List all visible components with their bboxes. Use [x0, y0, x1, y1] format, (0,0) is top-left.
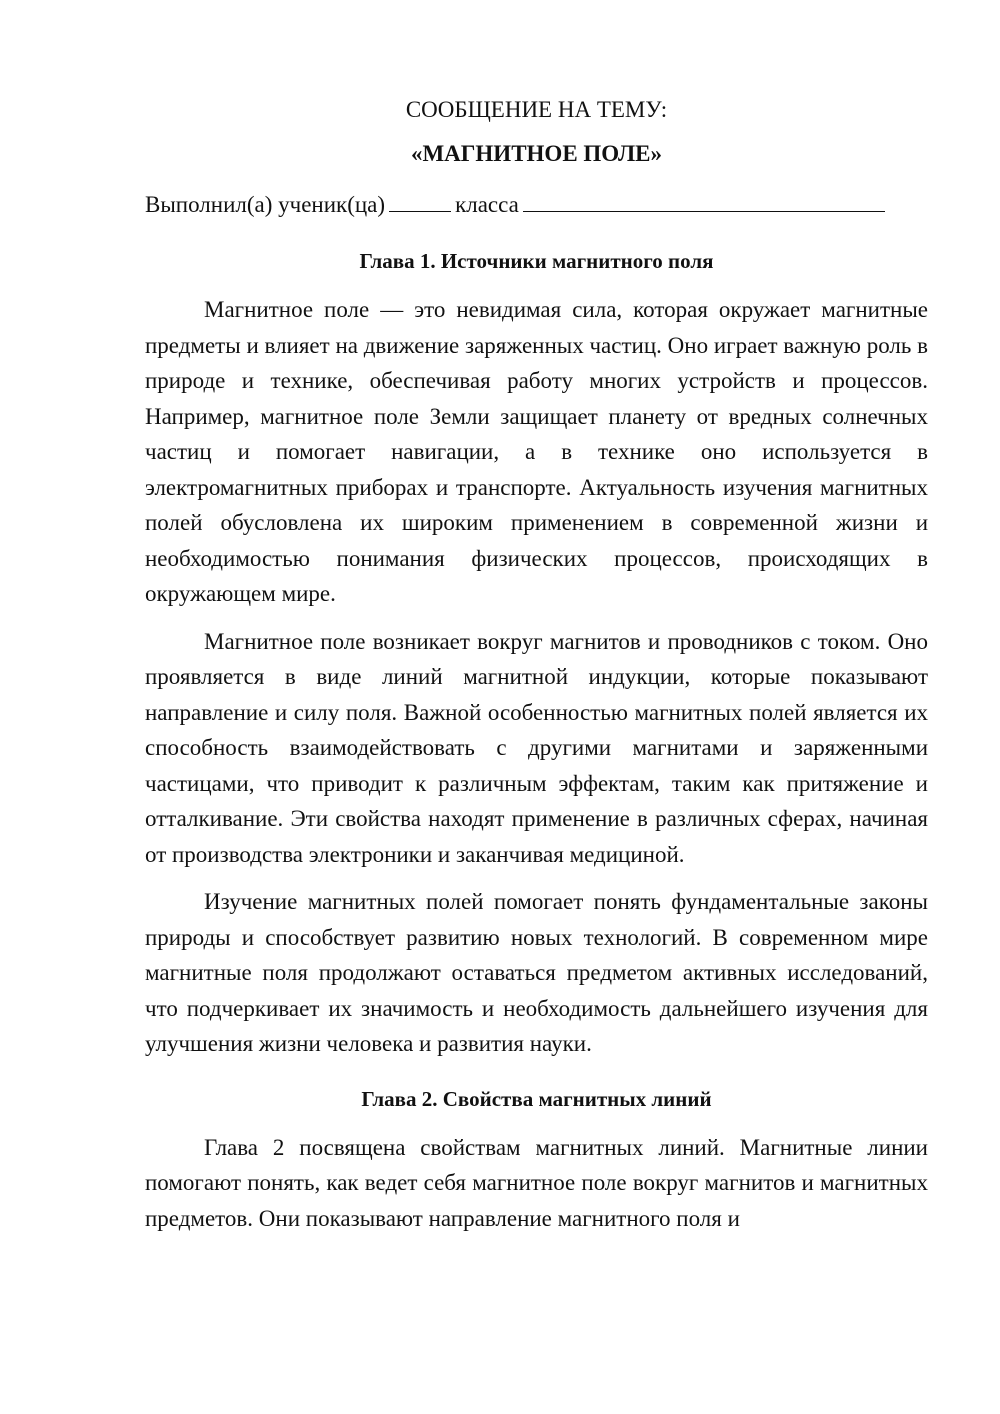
chapter-1-paragraph-3: Изучение магнитных полей помогает понять фундаментальные законы природы и способствует развитию новых технологий. В современном мире магнитные поля продолжают оставаться предметом активных исследований, что подчеркивает их значимость и необходимость дальнейшего изучения для улучшения жизни человека и развития науки.: [145, 889, 928, 1056]
chapter-2-paragraph-1: Глава 2 посвящена свойствам магнитных линий. Магнитные линии помогают понять, как ведет себя магнитное поле вокруг магнитов и магнитных предметов. Они показывают направление магнитного поля и: [145, 1134, 928, 1231]
chapter-1-title: Глава 1. Источники магнитного поля: [359, 249, 714, 273]
student-name-blank: [523, 189, 885, 212]
document-header-line: СООБЩЕНИЕ НА ТЕМУ:: [405, 97, 668, 122]
document-page: [145, 93, 928, 1236]
class-number-blank: [389, 189, 451, 212]
chapter-1-paragraph-2: Магнитное поле возникает вокруг магнитов и проводников с током. Оно проявляется в виде линий магнитной индукции, которые показывают направление и силу поля. Важной особенностью магнитных полей является их способность взаимодействовать с другими магнитами и заряженными частицами, что приводит к различным эффектам, таким как притяжение и отталкивание. Эти свойства находят применение в различных сферах, начиная от производства электроники и заканчивая медициной.: [145, 628, 928, 867]
chapter-1-paragraph-1: Магнитное поле — это невидимая сила, которая окружает магнитные предметы и влияет на движение заряженных частиц. Оно играет важную роль в природе и технике, обеспечивая работу многих устройств и процессов. Например, магнитное поле Земли защищает планету от вредных солнечных частиц и помогает навигации, а в технике оно используется в электромагнитных приборах и транспорте. Актуальность изучения магнитных полей обусловлена их широким применением в современной жизни и необходимостью понимания физических процессов, происходящих в окружающем мире.: [145, 297, 928, 606]
document-title: «МАГНИТНОЕ ПОЛЕ»: [410, 141, 663, 166]
author-prefix-label: Выполнил(а) ученик(ца): [145, 192, 386, 217]
chapter-2-title: Глава 2. Свойства магнитных линий: [361, 1086, 712, 1111]
author-line: [145, 188, 928, 222]
author-class-label: класса: [455, 192, 519, 217]
